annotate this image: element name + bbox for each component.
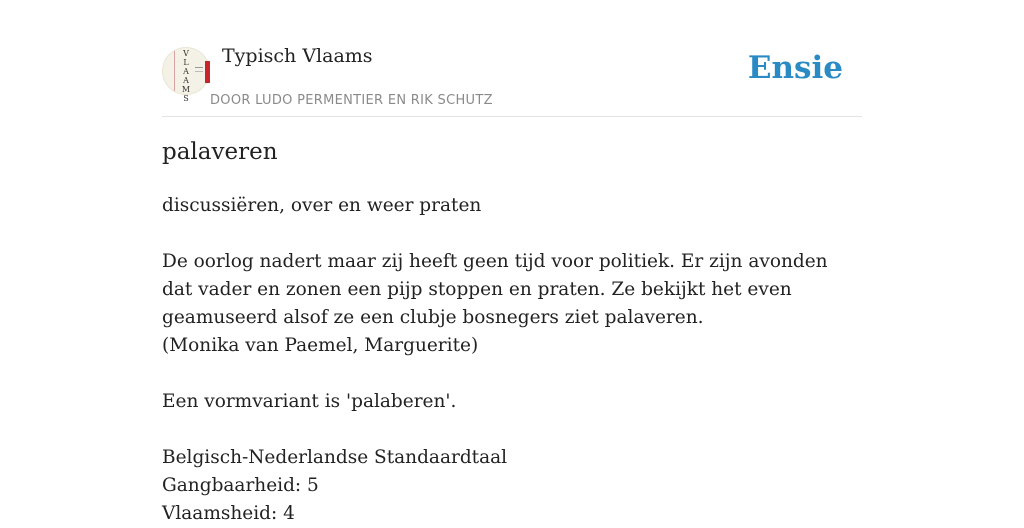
blog-authors: DOOR LUDO PERMENTIER EN RIK SCHUTZ — [210, 93, 493, 108]
logo-line — [195, 71, 203, 72]
entry-register: Belgisch-Nederlandse Standaardtaal — [162, 447, 508, 468]
logo-accent-bar — [205, 61, 210, 83]
entry-quote-source: (Monika van Paemel, Marguerite) — [162, 335, 479, 356]
ensie-brand-link[interactable]: Ensie — [747, 50, 843, 86]
site-header — [162, 0, 862, 117]
logo-rule — [174, 51, 175, 91]
logo-letters: V L A A M S — [181, 49, 191, 103]
entry-body — [162, 192, 862, 528]
blog-logo[interactable] — [162, 47, 210, 103]
logo-line — [195, 67, 203, 68]
blog-title[interactable]: Typisch Vlaams — [222, 45, 373, 67]
entry-definition: discussiëren, over en weer praten — [162, 195, 482, 216]
entry-term: palaveren — [162, 139, 278, 165]
entry-gangbaarheid: Gangbaarheid: 5 — [162, 475, 319, 496]
page-container — [162, 0, 862, 524]
entry-variant: Een vormvariant is 'palaberen'. — [162, 391, 457, 412]
entry-vlaamsheid: Vlaamsheid: 4 — [162, 503, 295, 524]
entry-quote: De oorlog nadert maar zij heeft geen tijd voor politiek. Er zijn avonden dat vader en zonen een pijp stoppen en praten. Ze bekijkt het even geamuseerd alsof ze een clubje bosnegers ziet palaveren. — [162, 251, 828, 328]
